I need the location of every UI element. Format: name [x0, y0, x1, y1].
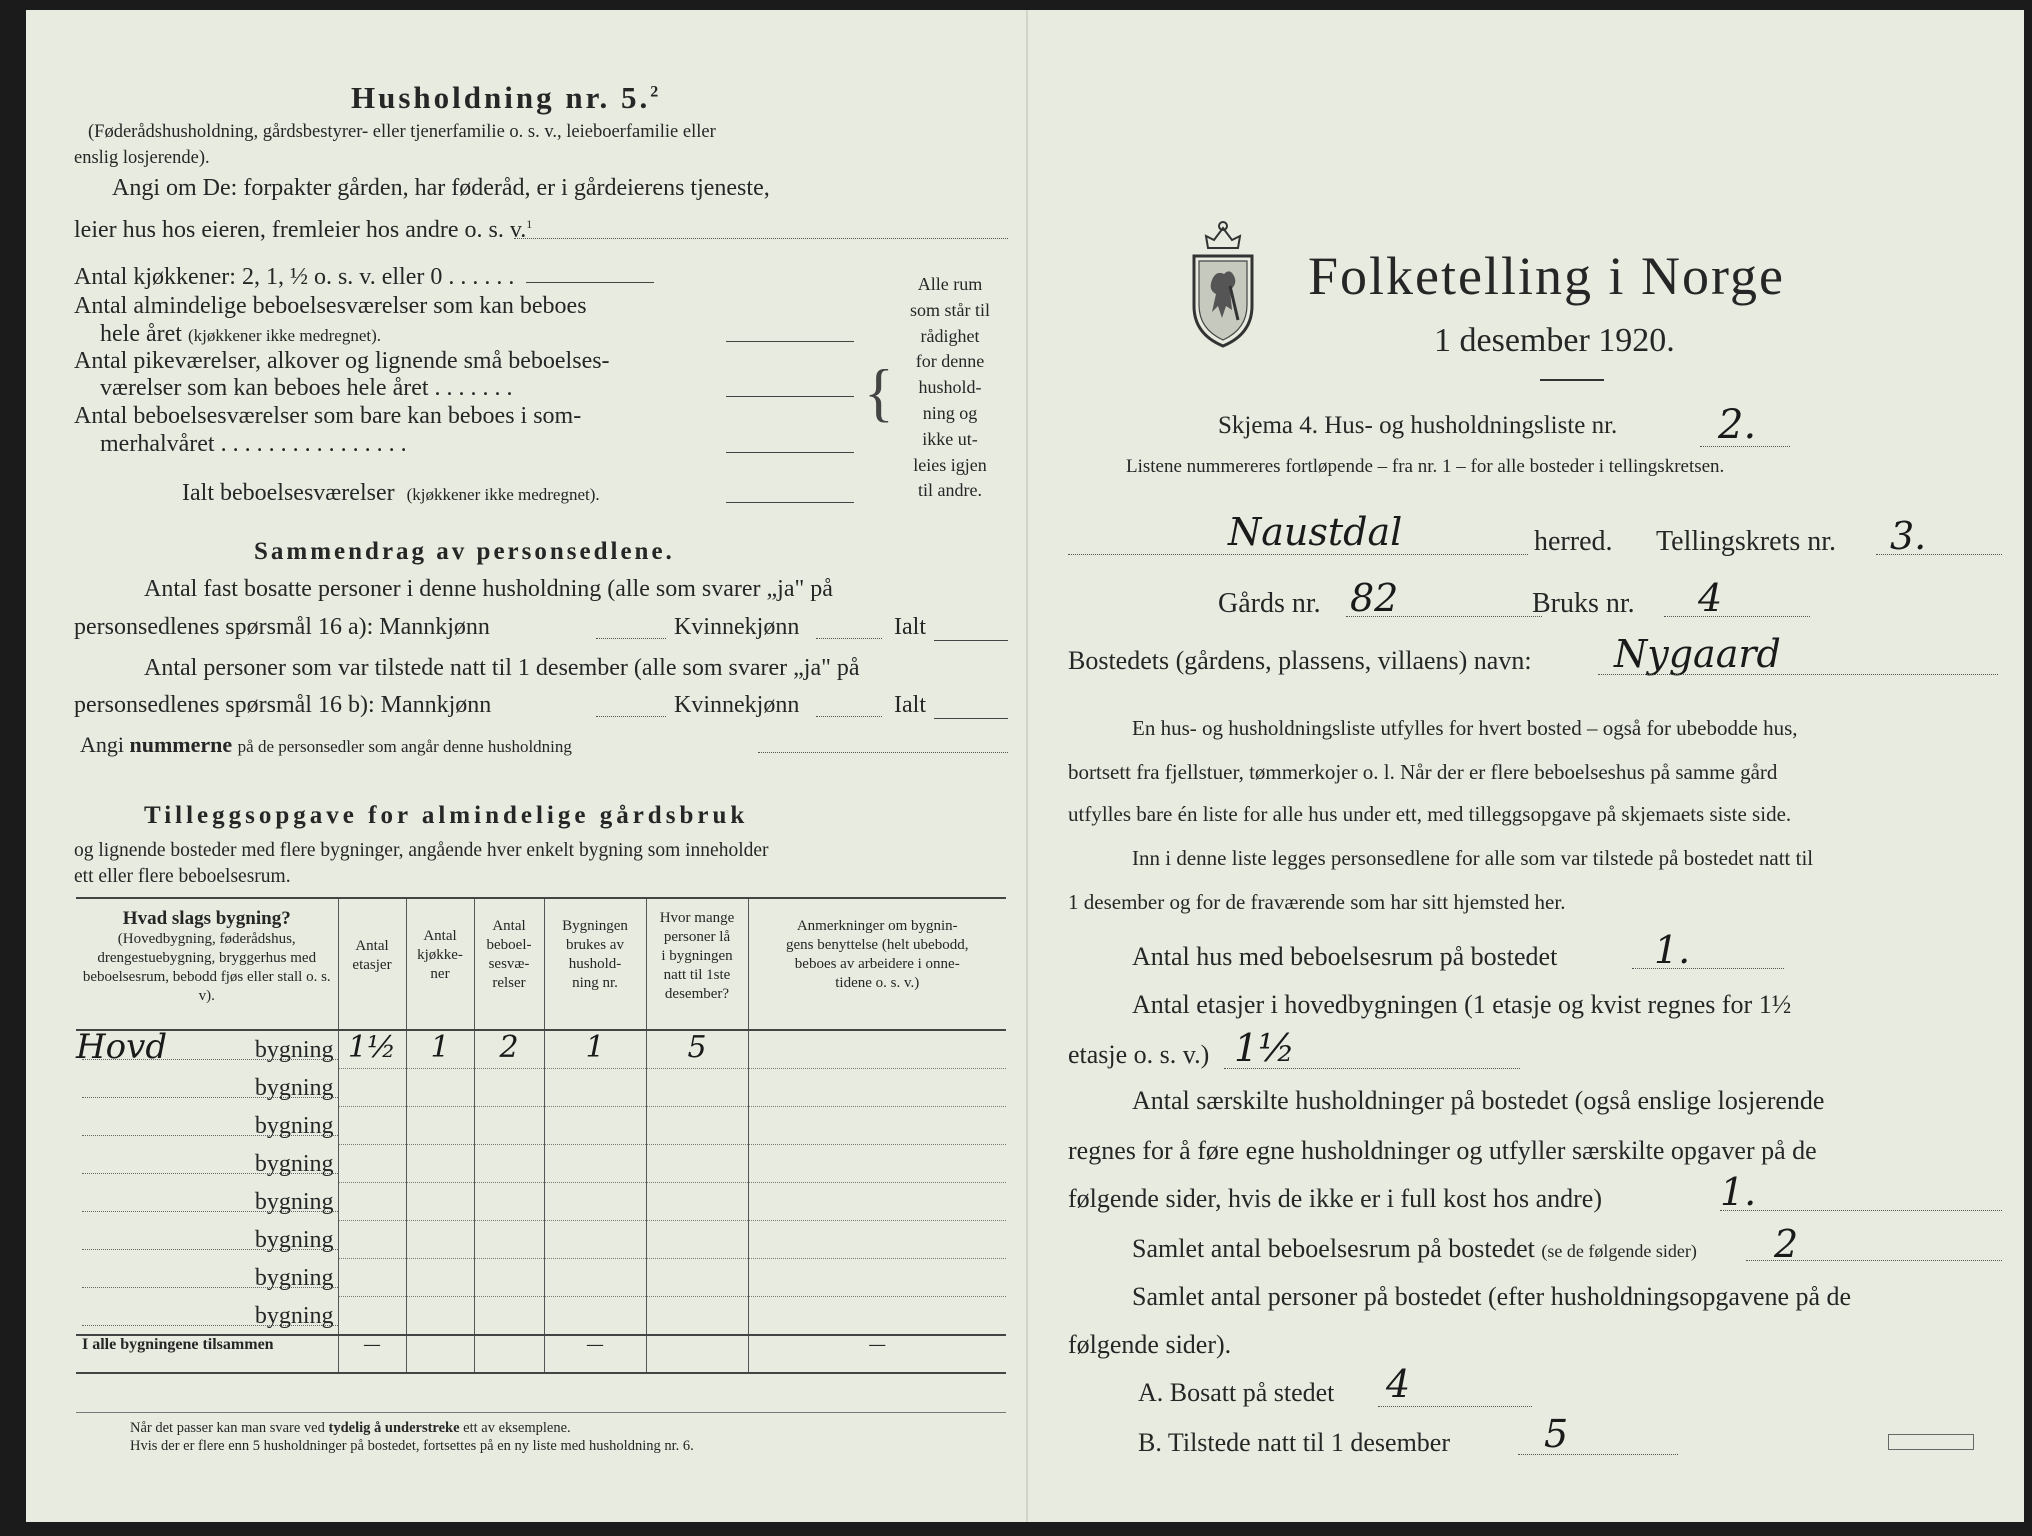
rooms-ordinary-answer[interactable] [726, 341, 854, 342]
hush-cell[interactable] [544, 1145, 646, 1183]
rum-cell[interactable] [474, 1069, 544, 1107]
side-note-line: Alle rum [917, 274, 983, 294]
herred-label: herred. [1534, 526, 1613, 557]
etasjer-cell[interactable] [338, 1259, 406, 1297]
header-pers [646, 898, 748, 1030]
building-type-cell[interactable] [76, 1221, 338, 1259]
rooms-small: Antal pikeværelser, alkover og lignende små beboelses- [74, 348, 610, 374]
sum-hush: — [544, 1335, 646, 1373]
household-title [351, 80, 661, 116]
etasjer-value: 1½ [1234, 1026, 1296, 1070]
bosted-line[interactable] [1598, 674, 1998, 675]
household-title-text: Husholdning nr. 5. [351, 80, 651, 115]
tilstede-value: 5 [1544, 1412, 1569, 1456]
hush-cell[interactable] [544, 1183, 646, 1221]
bygning-label: bygning [254, 1188, 334, 1215]
kjokken-cell[interactable] [406, 1221, 474, 1259]
etasjer-line-2: etasje o. s. v.) [1068, 1040, 1210, 1069]
herred-value: Naustdal [1228, 510, 1403, 554]
skjema-number-line[interactable] [1700, 446, 1790, 447]
sammendrag-title: Sammendrag av personsedlene. [254, 538, 675, 565]
bruks-value: 4 [1698, 576, 1723, 620]
angi-line-1: Angi om De: forpakter gården, har føderåd, er i gårdeierens tjeneste, [112, 175, 770, 201]
anm-cell[interactable] [748, 1107, 1006, 1145]
samlet-pers-line-2: følgende sider). [1068, 1330, 1232, 1359]
side-note-line: ning og [922, 402, 978, 423]
building-type-value: Hovd [76, 1027, 168, 1067]
building-row [76, 1297, 1006, 1336]
saerskilte-line-2: regnes for å føre egne husholdninger og utfyller særskilte opgaver på de [1068, 1136, 1817, 1165]
samlet-rum-label-text: Samlet antal beboelsesrum på bostedet [1132, 1234, 1535, 1263]
fast-mann-answer[interactable] [596, 638, 666, 639]
tilstede-line[interactable] [1518, 1454, 1678, 1455]
kjokken-cell[interactable] [406, 1259, 474, 1297]
left-page [26, 10, 1026, 1522]
rooms-ordinary-2 [100, 321, 381, 348]
pers-cell[interactable] [646, 1107, 748, 1145]
sammendrag-ialt-2: Ialt [894, 692, 926, 718]
tellingskrets-value: 3. [1890, 514, 1927, 558]
saerskilte-line-1: Antal særskilte husholdninger på bostedet (også enslige losjerende [1132, 1086, 1825, 1115]
gards-line[interactable] [1346, 616, 1542, 617]
header-etasjer [338, 898, 406, 1030]
bygning-label: bygning [254, 1037, 334, 1063]
side-note-line: til andre. [918, 480, 982, 501]
etasjer-value: 1½ [347, 1030, 397, 1065]
kjokken-cell[interactable] [406, 1030, 474, 1069]
household-subtitle-2: enslig losjerende). [74, 148, 210, 168]
angi-sup: 1 [526, 217, 533, 231]
para1-line3: utfylles bare én liste for alle hus under ett, med tilleggsopgave på skjemaets siste side. [1068, 802, 1792, 826]
hush-cell[interactable] [544, 1221, 646, 1259]
rooms-total [182, 480, 600, 507]
gards-label: Gårds nr. [1218, 588, 1321, 619]
census-date: 1 desember 1920. [1434, 322, 1675, 359]
para1-line2: bortsett fra fjellstuer, tømmerkojer o. l. Når der er flere beboelseshus på samme gård [1068, 760, 1778, 784]
side-note-line: hushold- [918, 377, 982, 398]
antal-hus-value: 1. [1654, 928, 1691, 972]
sammendrag-kvinne-1: Kvinnekjønn [674, 614, 800, 640]
pers-cell[interactable] [646, 1183, 748, 1221]
rum-cell[interactable] [474, 1030, 544, 1069]
tellingskrets-line[interactable] [1876, 554, 2002, 555]
hush-cell[interactable] [544, 1259, 646, 1297]
building-row [76, 1069, 1006, 1107]
skjema-number: 2. [1718, 402, 1757, 448]
etasjer-cell[interactable] [338, 1221, 406, 1259]
printer-stamp [1888, 1434, 1974, 1450]
kjokken-cell[interactable] [406, 1069, 474, 1107]
header-kjokken [406, 898, 474, 1030]
footnote-1b: tydelig å understreke [328, 1420, 460, 1436]
header-building-type-sub: (Hovedbygning, føderådshus, drengestuebygning, bryggerhus med beboelsesrum, bebodd fjøs eller stall o. s. v). [82, 931, 331, 1004]
side-note-line: rådighet [920, 325, 980, 346]
buildings-sum-row [76, 1335, 1006, 1373]
nummerne-answer[interactable] [758, 752, 1008, 753]
sum-anm: — [748, 1335, 1006, 1373]
brace: { [864, 357, 894, 429]
pers-value: 5 [687, 1030, 707, 1065]
saerskilte-line-3: følgende sider, hvis de ikke er i full kost hos andre) [1068, 1184, 1602, 1213]
footnote-2: Hvis der er flere enn 5 husholdninger på bostedet, fortsettes på en ny liste med husholdning nr. 6. [130, 1438, 694, 1454]
saerskilte-value: 1. [1720, 1170, 1757, 1214]
etasjer-answer-line[interactable] [1224, 1068, 1520, 1069]
household-title-sup: 2 [650, 83, 662, 101]
header-rum-text: Antal beboel- sesvæ- relser [486, 918, 532, 991]
rooms-total-answer[interactable] [726, 502, 854, 503]
hush-cell[interactable] [544, 1069, 646, 1107]
building-type-cell[interactable] [76, 1259, 338, 1297]
etasjer-cell[interactable] [338, 1069, 406, 1107]
buildings-table [76, 897, 1006, 1374]
rum-cell[interactable] [474, 1297, 544, 1336]
samlet-rum-note: (se de følgende sider) [1541, 1241, 1697, 1261]
pers-cell[interactable] [646, 1297, 748, 1336]
building-row [76, 1107, 1006, 1145]
etasjer-line-1: Antal etasjer i hovedbygningen (1 etasje og kvist regnes for 1½ [1132, 990, 1792, 1019]
samlet-rum-value: 2 [1774, 1222, 1799, 1266]
building-row [76, 1221, 1006, 1259]
tilstede-label: B. Tilstede natt til 1 desember [1138, 1428, 1450, 1457]
samlet-rum-label [1132, 1234, 1697, 1264]
rum-cell[interactable] [474, 1259, 544, 1297]
rum-cell[interactable] [474, 1221, 544, 1259]
antal-hus-label: Antal hus med beboelsesrum på bostedet [1132, 942, 1558, 971]
anm-cell[interactable] [748, 1297, 1006, 1336]
building-type-cell[interactable] [76, 1107, 338, 1145]
para2-line1: Inn i denne liste legges personsedlene for alle som var tilstede på bostedet natt til [1132, 846, 1814, 870]
building-row [76, 1030, 1006, 1069]
bygning-label: bygning [254, 1074, 334, 1101]
rooms-small-answer[interactable] [726, 396, 854, 397]
header-rum [474, 898, 544, 1030]
header-pers-text: Hvor mange personer lå i bygningen natt til 1ste desember? [659, 910, 735, 1002]
tellingskrets-label: Tellingskrets nr. [1656, 526, 1837, 557]
tilstede-kvinne-answer[interactable] [816, 716, 882, 717]
bosatt-label: A. Bosatt på stedet [1138, 1378, 1335, 1407]
rooms-ordinary-note: (kjøkkener ikke medregnet). [187, 326, 381, 345]
angi-word: Angi [80, 732, 124, 757]
building-type-cell[interactable] [76, 1145, 338, 1183]
anm-cell[interactable] [748, 1221, 1006, 1259]
listene-note: Listene nummereres fortløpende – fra nr. 1 – for alle bosteder i tellingskretsen. [1126, 456, 1725, 477]
pers-cell[interactable] [646, 1259, 748, 1297]
skjema-label: Skjema 4. Hus- og husholdningsliste nr. [1218, 412, 1618, 439]
etasjer-cell[interactable] [338, 1183, 406, 1221]
tillegg-text-2: ett eller flere beboelsesrum. [74, 866, 291, 887]
sum-rum [474, 1335, 544, 1373]
pers-cell[interactable] [646, 1069, 748, 1107]
bygning-label: bygning [254, 1226, 334, 1253]
rooms-ordinary: Antal almindelige beboelsesværelser som kan beboes [74, 293, 587, 319]
anm-cell[interactable] [748, 1183, 1006, 1221]
tilstede-ialt-answer[interactable] [934, 718, 1008, 719]
para2-line2: 1 desember og for de fraværende som har sitt hjemsted her. [1068, 890, 1566, 914]
para1-line1: En hus- og husholdningsliste utfylles for hvert bosted – også for ubebodde hus, [1132, 716, 1798, 740]
bruks-line[interactable] [1664, 616, 1810, 617]
herred-line[interactable] [1068, 554, 1528, 555]
sum-etasjer: — [338, 1335, 406, 1373]
sammendrag-line-1: Antal fast bosatte personer i denne husholdning (alle som svarer „ja" på [144, 576, 833, 602]
bygning-label: bygning [254, 1150, 334, 1177]
bygning-label: bygning [254, 1112, 334, 1139]
bosted-label: Bostedets (gårdens, plassens, villaens) navn: [1068, 646, 1532, 675]
building-row [76, 1183, 1006, 1221]
header-etasjer-text: Antal etasjer [352, 938, 392, 973]
header-kjokken-text: Antal kjøkke- ner [417, 928, 463, 982]
gards-value: 82 [1350, 576, 1399, 620]
buildings-header-row [76, 898, 1006, 1030]
bygning-label: bygning [254, 1264, 334, 1291]
rum-cell[interactable] [474, 1107, 544, 1145]
building-row [76, 1145, 1006, 1183]
saerskilte-answer-line[interactable] [1720, 1210, 2002, 1211]
angi-line-2 [74, 217, 532, 244]
rooms-total-note: (kjøkkener ikke medregnet). [406, 485, 600, 504]
side-note-line: ikke ut- [922, 428, 978, 449]
angi-rest: på de personsedler som angår denne husholdning [237, 737, 572, 756]
hush-cell[interactable] [544, 1030, 646, 1069]
bruks-label: Bruks nr. [1532, 588, 1635, 619]
rooms-ordinary-2-text: hele året [100, 321, 182, 347]
kjokken-cell[interactable] [406, 1145, 474, 1183]
header-hush [544, 898, 646, 1030]
tillegg-text-1: og lignende bosteder med flere bygninger, angående hver enkelt bygning som inneholder [74, 840, 769, 861]
kjokken-value: 1 [430, 1030, 450, 1065]
anm-cell[interactable] [748, 1030, 1006, 1069]
angi-answer-line[interactable] [514, 238, 1008, 239]
samlet-pers-line-1: Samlet antal personer på bostedet (efter husholdningsopgavene på de [1132, 1282, 1852, 1311]
kjokken-cell[interactable] [406, 1183, 474, 1221]
footnote-1a: Når det passer kan man svare ved [130, 1420, 325, 1436]
side-note-line: som står til [910, 299, 990, 320]
header-building-type [76, 898, 338, 1030]
pers-cell[interactable] [646, 1145, 748, 1183]
rum-value: 2 [499, 1030, 519, 1065]
header-hush-text: Bygningen brukes av hushold- ning nr. [562, 918, 628, 991]
building-type-cell[interactable] [76, 1027, 338, 1069]
building-row [76, 1259, 1006, 1297]
right-page [1028, 10, 2024, 1522]
etasjer-cell[interactable] [338, 1145, 406, 1183]
folketelling-title: Folketelling i Norge [1308, 246, 1785, 306]
anm-cell[interactable] [748, 1069, 1006, 1107]
building-type-cell[interactable] [76, 1183, 338, 1221]
footnote-1c: ett av eksemplene. [463, 1420, 571, 1436]
kjokken-cell[interactable] [406, 1297, 474, 1336]
angi-line-2-text: leier hus hos eieren, fremleier hos andre o. s. v. [74, 217, 527, 243]
antal-hus-line[interactable] [1632, 968, 1784, 969]
sammendrag-ialt-1: Ialt [894, 614, 926, 640]
etasjer-cell[interactable] [338, 1107, 406, 1145]
rooms-small-2: værelser som kan beboes hele året . . . . . . . [100, 375, 513, 401]
etasjer-cell[interactable] [338, 1297, 406, 1336]
sammendrag-angi [80, 732, 572, 758]
nummerne-word: nummerne [129, 732, 233, 757]
sammendrag-kvinne-2: Kvinnekjønn [674, 692, 800, 718]
pers-cell[interactable] [646, 1030, 748, 1069]
anm-cell[interactable] [748, 1145, 1006, 1183]
title-rule [1540, 379, 1604, 381]
kjokken-cell[interactable] [406, 1107, 474, 1145]
norway-coat-of-arms-icon [1186, 210, 1260, 350]
household-subtitle: (Føderådshusholdning, gårdsbestyrer- eller tjenerfamilie o. s. v., leieboerfamilie eller [88, 122, 716, 142]
footnote-1 [130, 1420, 571, 1437]
rum-cell[interactable] [474, 1183, 544, 1221]
header-building-type-title: Hvad slags bygning? [122, 908, 291, 929]
fast-kvinne-answer[interactable] [816, 638, 882, 639]
sammendrag-line-4: personsedlenes spørsmål 16 b): Mannkjønn [74, 692, 492, 718]
hush-cell[interactable] [544, 1297, 646, 1336]
sum-label: I alle bygningene tilsammen [76, 1335, 338, 1373]
sammendrag-line-2: personsedlenes spørsmål 16 a): Mannkjønn [74, 614, 490, 640]
sammendrag-line-3: Antal personer som var tilstede natt til 1 desember (alle som svarer „ja" på [144, 655, 860, 681]
bosatt-value: 4 [1386, 1362, 1411, 1406]
bosted-value: Nygaard [1614, 632, 1781, 676]
sum-pers [646, 1335, 748, 1373]
tilstede-mann-answer[interactable] [596, 716, 666, 717]
rooms-summer-answer[interactable] [726, 452, 854, 453]
building-type-cell[interactable] [76, 1297, 338, 1336]
building-type-cell[interactable] [76, 1069, 338, 1107]
samlet-rum-line[interactable] [1746, 1260, 2002, 1261]
rum-cell[interactable] [474, 1145, 544, 1183]
rooms-kitchens-answer[interactable] [526, 282, 654, 283]
side-note-line: leies igjen [913, 454, 987, 475]
footnote-rule [76, 1412, 1006, 1413]
header-anm [748, 898, 1006, 1030]
pers-cell[interactable] [646, 1221, 748, 1259]
etasjer-cell[interactable] [338, 1030, 406, 1069]
rooms-summer-2: merhalvåret . . . . . . . . . . . . . . . . [100, 431, 407, 457]
rooms-kitchens: Antal kjøkkener: 2, 1, ½ o. s. v. eller 0 . . . . . . [74, 264, 515, 290]
hush-cell[interactable] [544, 1107, 646, 1145]
side-note [894, 272, 1006, 504]
rooms-summer: Antal beboelsesværelser som bare kan beboes i som- [74, 403, 582, 429]
hush-value: 1 [585, 1030, 605, 1065]
tillegg-title: Tilleggsopgave for almindelige gårdsbruk [144, 802, 749, 829]
rooms-total-text: Ialt beboelsesværelser [182, 480, 395, 506]
header-anm-text: Anmerkninger om bygnin- gens benyttelse (helt ubebodd, beboes av arbeidere i onne- tidene o. s. v.) [786, 918, 969, 991]
fast-ialt-answer[interactable] [934, 640, 1008, 641]
bosatt-line[interactable] [1378, 1406, 1532, 1407]
side-note-line: for denne [915, 351, 985, 372]
sum-kjokken [406, 1335, 474, 1373]
anm-cell[interactable] [748, 1259, 1006, 1297]
bygning-label: bygning [254, 1302, 334, 1329]
